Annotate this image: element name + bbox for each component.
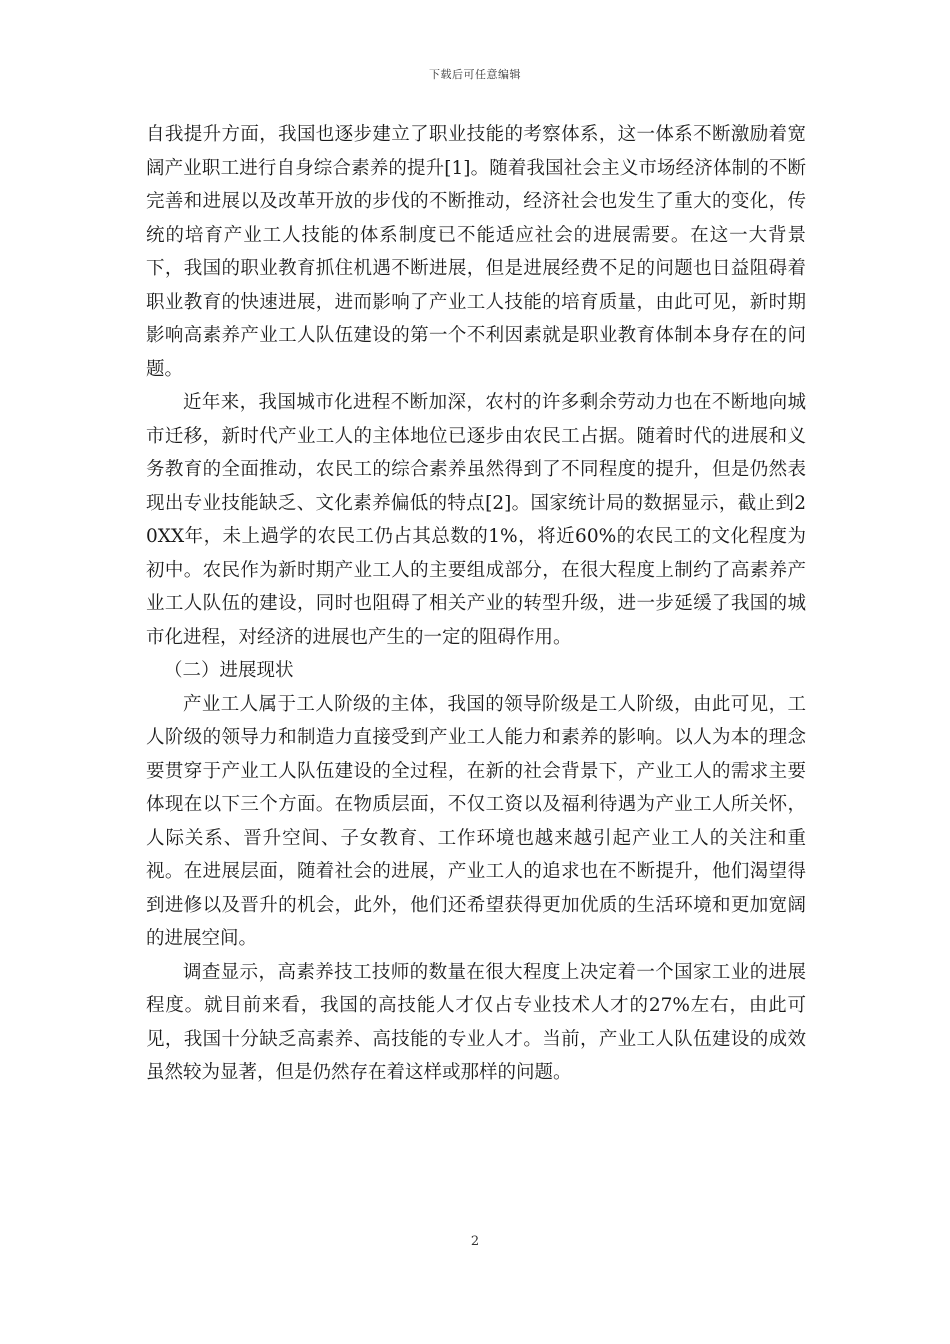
paragraph-1: 自我提升方面，我国也逐步建立了职业技能的考察体系，这一体系不断激励着宽阔产业职工进行自身综合素养的提升[1]。随着我国社会主义市场经济体制的不断完善和进展以及改革开放的步伐的不断推动，经济社会也发生了重大的变化，传统的培育产业工人技能的体系制度已不能适应社会的进展需要。在这一大背景下，我国的职业教育抓住机遇不断进展，但是进展经费不足的问题也日益阻碍着职业教育的快速进展，进而影响了产业工人技能的培育质量，由此可见，新时期影响高素养产业工人队伍建设的第一个不利因素就是职业教育体制本身存在的问题。 <box>146 124 806 380</box>
paragraph-2: 近年来，我国城市化进程不断加深，农村的许多剩余劳动力也在不断地向城市迁移，新时代产业工人的主体地位已逐步由农民工占据。随着时代的进展和义务教育的全面推动，农民工的综合素养虽然得到了不同程度的提升，但是仍然表现出专业技能缺乏、文化素养偏低的特点[2]。国家统计局的数据显示，截止到20XX年，未上過学的农民工仍占其总数的1%，将近60%的农民工的文化程度为初中。农民作为新时期产业工人的主要组成部分，在很大程度上制约了高素养产业工人队伍的建设，同时也阻碍了相关产业的转型升级，进一步延缓了我国的城市化进程，对经济的进展也产生的一定的阻碍作用。 <box>146 392 806 648</box>
document-body <box>146 118 806 1090</box>
section-heading: （二）进展现状 <box>164 660 294 681</box>
page-number: 2 <box>470 1234 480 1249</box>
paragraph-4: 调查显示，高素养技工技师的数量在很大程度上决定着一个国家工业的进展程度。就目前来看，我国的高技能人才仅占专业技术人才的27%左右，由此可见，我国十分缺乏高素养、高技能的专业人才。当前，产业工人队伍建设的成效虽然较为显著，但是仍然存在着这样或那样的问题。 <box>146 961 806 1083</box>
paragraph-3: 产业工人属于工人阶级的主体，我国的领导阶级是工人阶级，由此可见，工人阶级的领导力和制造力直接受到产业工人能力和素养的影响。以人为本的理念要贯穿于产业工人队伍建设的全过程，在新的社会背景下，产业工人的需求主要体现在以下三个方面。在物质层面，不仅工资以及福利待遇为产业工人所关怀，人际关系、晋升空间、子女教育、工作环境也越来越引起产业工人的关注和重视。在进展层面，随着社会的进展，产业工人的追求也在不断提升，他们渴望得到进修以及晋升的机会，此外，他们还希望获得更加优质的生活环境和更加宽阔的进展空间。 <box>146 693 806 949</box>
page-header: 下载后可任意编辑 <box>429 68 521 81</box>
